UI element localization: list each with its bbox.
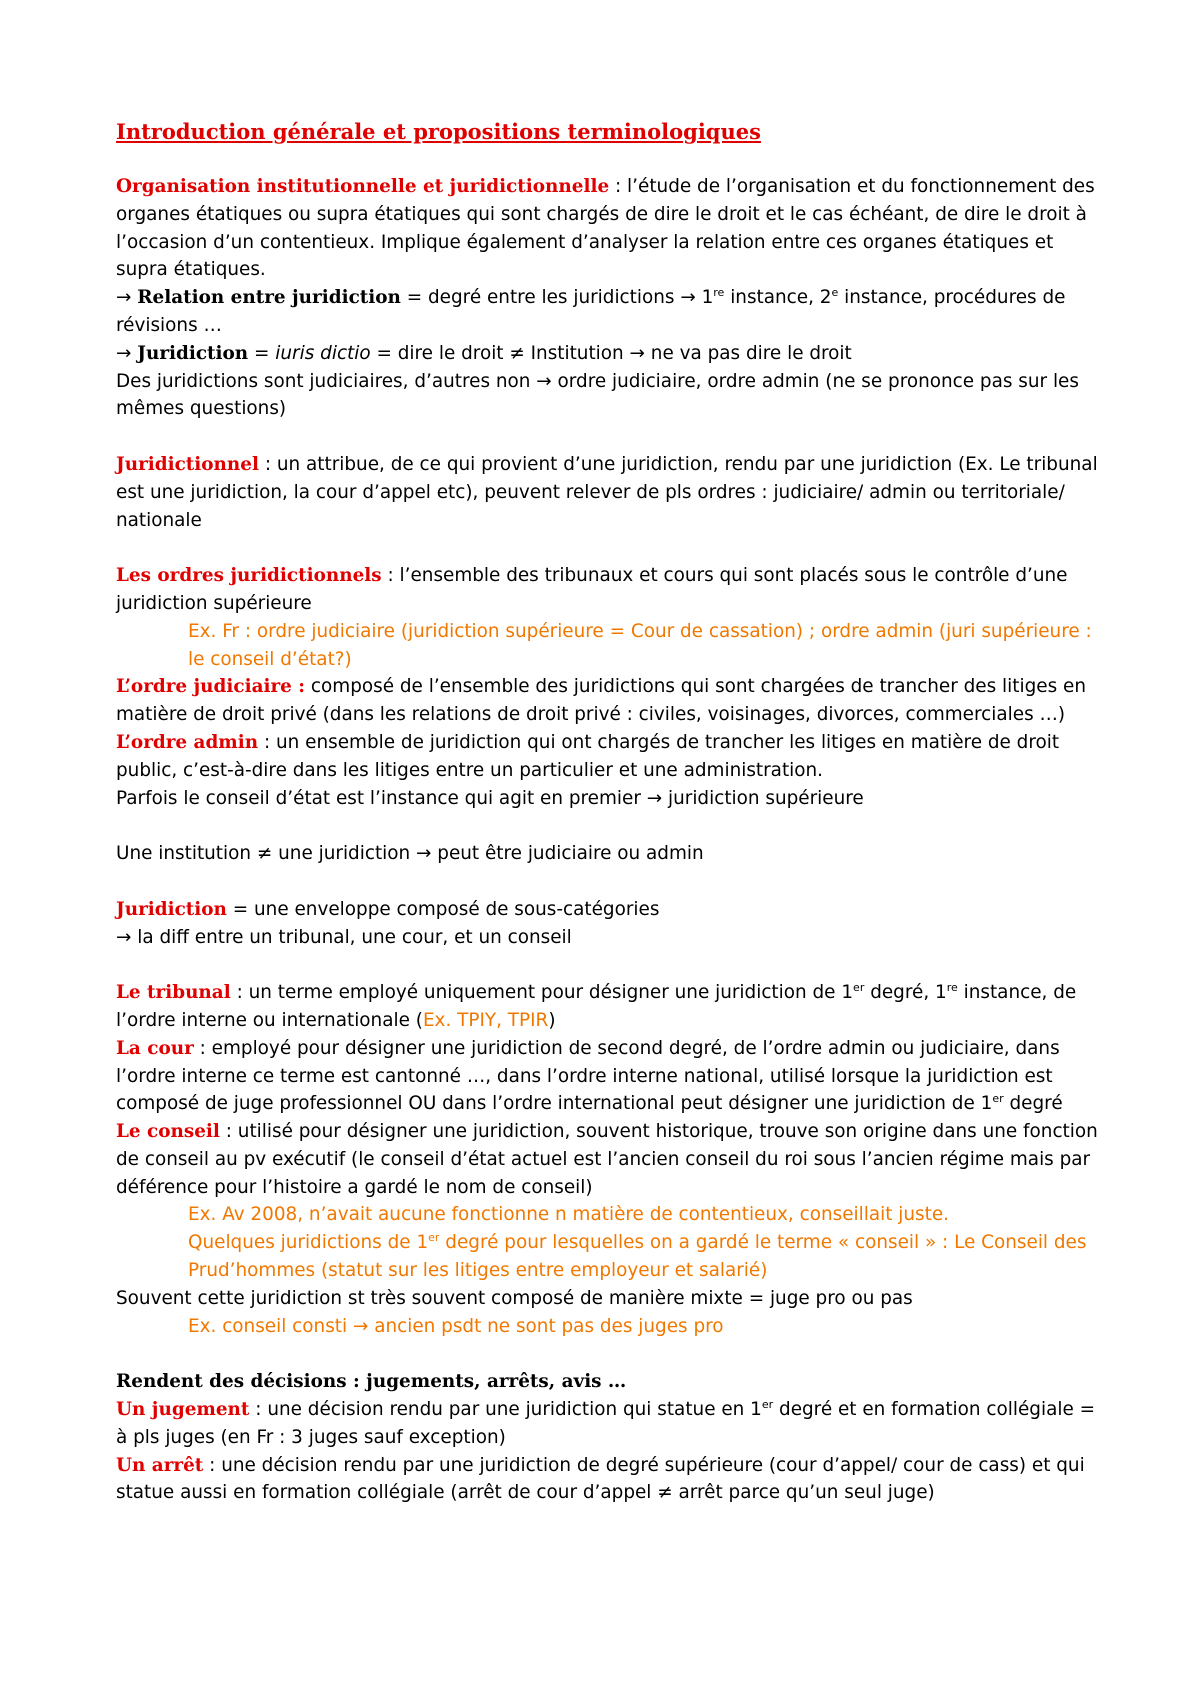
page-title: Introduction générale et propositions terminologiques (116, 119, 761, 144)
juridiction-text: = dire le droit ≠ Institution → ne va pas dire le droit (370, 342, 852, 364)
ordres-paragraph (116, 562, 1100, 618)
jugement-paragraph (116, 1396, 1100, 1452)
jugement-text: degré et en formation collégiale = à pls juges (en Fr : 3 juges sauf exception) (116, 1399, 1096, 1448)
section-tribunal-cour-conseil (116, 979, 1100, 1340)
conseil-paragraph (116, 1118, 1100, 1201)
decisions-heading: Rendent des décisions : jugements, arrêts, avis … (116, 1371, 627, 1393)
superscript: er (992, 1092, 1004, 1106)
juridiction-definition-line (116, 340, 1100, 368)
spacer (116, 1340, 1100, 1368)
conseil-example-3: Ex. conseil consti → ancien psdt ne sont pas des juges pro (188, 1315, 724, 1337)
term-jugement: Un jugement (116, 1399, 250, 1421)
arret-paragraph (116, 1452, 1100, 1508)
arret-definition: : une décision rendu par une juridiction de degré supérieure (cour d’appel/ cour de cass) et qui statue aussi en formation collégiale (arrêt de cour d’appel ≠ arrêt parce qu’un seul juge) (116, 1454, 1085, 1504)
jugement-text: : une décision rendu par une juridiction qui statue en 1 (249, 1399, 762, 1421)
ordres-line: Des juridictions sont judiciaires, d’autres non → ordre judiciaire, ordre admin (ne se prononce pas sur les mêmes questions) (116, 370, 1079, 420)
cour-text: degré (1003, 1093, 1063, 1115)
ordre-admin-paragraph (116, 729, 1100, 785)
mixte-line: Souvent cette juridiction st très souvent composé de manière mixte = juge pro ou pas (116, 1287, 913, 1309)
conseil-example-text: Quelques juridictions de 1 (188, 1232, 429, 1254)
organisation-paragraph (116, 173, 1100, 284)
conseil-definition: : utilisé pour désigner une juridiction, souvent historique, trouve son origine dans une fonction de conseil au pv exécutif (le conseil d’état actuel est l’ancien conseil du roi sous l’ancien régime mais par déférence pour l’histoire a gardé le nom de conseil) (116, 1121, 1098, 1198)
relation-text: instance, 2 (724, 287, 832, 309)
tribunal-example: Ex. TPIY, TPIR (422, 1009, 549, 1031)
conseil-etat-line: Parfois le conseil d’état est l’instance qui agit en premier → juridiction supérieure (116, 787, 864, 809)
term-conseil: Le conseil (116, 1121, 220, 1143)
diff-line: → la diff entre un tribunal, une cour, et un conseil (116, 926, 572, 948)
section-ordres (116, 562, 1100, 812)
ordre-admin-definition: : un ensemble de juridiction qui ont chargés de trancher les litiges en matière de droit public, c’est-à-dire dans les litiges entre un particulier et une administration. (116, 731, 1060, 781)
conseil-example-2 (116, 1229, 1100, 1285)
term-cour: La cour (116, 1037, 194, 1059)
tribunal-paragraph (116, 979, 1100, 1035)
superscript: re (713, 286, 725, 300)
term-juridictionnel: Juridictionnel (116, 453, 259, 475)
spacer (116, 868, 1100, 896)
ordres-definition: : l’ensemble des tribunaux et cours qui sont placés sous le contrôle d’une juridiction supérieure (116, 565, 1068, 614)
arrow: → (116, 287, 138, 309)
juridiction-paragraph (116, 896, 1100, 924)
tribunal-text: instance, de l’ordre interne ou internationale ( (116, 982, 1077, 1031)
section-juridiction (116, 896, 1100, 952)
cour-paragraph (116, 1035, 1100, 1118)
spacer (116, 812, 1100, 840)
term-relation: Relation entre juridiction (137, 287, 401, 309)
cour-text: : employé pour désigner une juridiction de second degré, de l’ordre admin ou judiciaire, dans l’ordre interne ce terme est cantonné …, dans l’ordre interne national, utilisé lorsque la juridiction est composé de juge professionnel OU dans l’ordre international peut désigner une juridiction de 1 (116, 1037, 1060, 1115)
relation-text: instance, procédures de révisions … (116, 287, 1066, 336)
term-ordre-judiciaire: L’ordre judiciaire : (116, 676, 306, 698)
organisation-definition: : l’étude de l’organisation et du fonctionnement des organes étatiques ou supra étatiques qui sont chargés de dire le droit et le cas échéant, de dire le droit à l’occasion d’un contentieux. Implique également d’analyser la relation entre ces organes étatiques et supra étatiques. (116, 176, 1095, 281)
juridiction-text: = (248, 342, 276, 364)
term-arret: Un arrêt (116, 1454, 204, 1476)
superscript: er (761, 1397, 774, 1411)
conseil-example-1: Ex. Av 2008, n’avait aucune fonctionne n matière de contentieux, conseillait juste. (188, 1204, 949, 1226)
arrow: → (116, 342, 138, 364)
term-tribunal: Le tribunal (116, 982, 231, 1004)
juridiction-envelope-definition: = une enveloppe composé de sous-catégories (226, 898, 660, 920)
tribunal-text: degré, 1 (864, 982, 947, 1004)
term-juridiction-red: Juridiction (116, 898, 227, 920)
tribunal-text: ) (548, 1009, 556, 1031)
superscript: er (428, 1231, 440, 1245)
spacer (116, 951, 1100, 979)
superscript: er (853, 980, 865, 994)
spacer (116, 423, 1100, 451)
term-ordres: Les ordres juridictionnels (116, 565, 382, 587)
superscript: re (946, 980, 958, 994)
latin-term: iuris dictio (275, 342, 371, 364)
institution-line: Une institution ≠ une juridiction → peut être judiciaire ou admin (116, 843, 704, 865)
section-organisation (116, 173, 1100, 423)
relation-text: = degré entre les juridictions → 1 (400, 287, 714, 309)
superscript: e (831, 286, 839, 300)
ordres-example: Ex. Fr : ordre judiciaire (juridiction supérieure = Cour de cassation) ; ordre admin (juri supérieure : le conseil d’état?) (188, 620, 1092, 670)
juridictionnel-definition: : un attribue, de ce qui provient d’une juridiction, rendu par une juridiction (Ex. Le tribunal est une juridiction, la cour d’appel etc), peuvent relever de pls ordres : judiciaire/ admin ou territoriale/ nationale (116, 453, 1098, 531)
term-juridiction: Juridiction (137, 342, 249, 364)
relation-line (116, 284, 1100, 340)
term-ordre-admin: L’ordre admin (116, 731, 259, 753)
conseil-example-text: degré pour lesquelles on a gardé le terme « conseil » : Le Conseil des Prud’hommes (statut sur les litiges entre employeur et salarié) (188, 1232, 1087, 1282)
tribunal-text: : un terme employé uniquement pour désigner une juridiction de 1 (230, 982, 854, 1004)
ordre-judiciaire-paragraph (116, 673, 1100, 729)
juridictionnel-paragraph (116, 451, 1100, 534)
term-organisation: Organisation institutionnelle et juridictionnelle (116, 176, 610, 197)
section-decisions (116, 1368, 1100, 1507)
spacer (116, 534, 1100, 562)
ordre-judiciaire-definition: composé de l’ensemble des juridictions qui sont chargées de trancher des litiges en matière de droit privé (dans les relations de droit privé : civiles, voisinages, divorces, commerciales …) (116, 676, 1086, 726)
